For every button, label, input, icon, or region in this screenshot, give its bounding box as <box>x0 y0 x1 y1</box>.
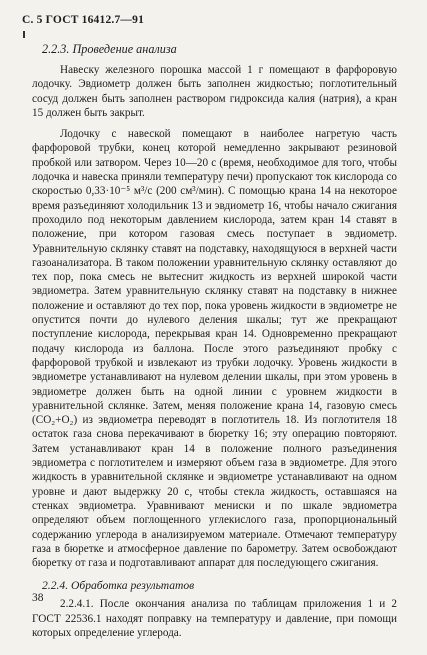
section-224-paragraph-1: 2.2.4.1. После окончания анализа по таблицам приложения 1 и 2 ГОСТ 22536.1 находят поправку на температуру и давление, при помощи которых определение углерода. <box>32 598 397 639</box>
section-223-title: 2.2.3. Проведение анализа <box>42 42 177 56</box>
section-223-paragraph-2: Лодочку с навеской помещают в наиболее нагретую часть фарфоровой трубки, конец которой немедленно закрывают резиновой пробкой или затвором. Через 10—20 с (время, необходимое для того, чтобы лодочка и навеска приняли температуру печи) пропускают ток кислорода со скоростью 0,33·10⁻⁵ м³/с (200 см³/мин). С помощью крана 14 на некоторое время разъединяют холодильник 13 и эвдиометр 16, чтобы начало сжигания проходило под некоторым давлением кислорода, затем кран 14 ставят в положение, при котором газовая смесь поступает в эвдиометр. Уравнительную склянку ставят на подставку, находящуюся в верхней части газоанализатора. В таком положении уравнительную склянку оставляют до тех пор, пока смесь не вытеснит жидкость из верхней широкой части эвдиометра. Затем уравнительную склянку ставят на подставку в нижнее положение и оставляют до тех пор, пока уровень жидкости в эвдиометре не опустится почти до нулевого деления шкалы; тут же прекращают поступление кислорода, перекрывая кран 14. Одновременно прекращают подачу кислорода из баллона. После этого разъединяют пробку с фарфоровой трубкой и извлекают из трубки лодочку. Уровень жидкости в эвдиометре устанавливают на нулевом делении шкалы, при этом уровень в эвдиометре должен быть на одной линии с уровнем жидкости в уравнительной склянке. Затем, меняя положение крана 14, газовую смесь (CO₂+O₂) из эвдиометра переводят в поглотитель 18. Из поглотителя 18 остаток газа снова перекачивают в бюретку 16; эту операцию повторяют. Затем устанавливают кран 14 в положение полного разъединения эвдиометра с поглотителем и измеряют объем газа в эвдиометре. Для этого жидкость в уравнительной склянке и эвдиометре устанавливают на одном уровне и дают выдержку 20 с, чтобы стекла жидкость, оставшаяся на стенках эвдиометра. Уравнивают мениски и по шкале эвдиометра определяют объем поглощенного углекислого газа, пропорциональный содержанию углерода в анализируемом материале. Отмечают температуру газа в бюретке и атмосферное давление по барометру. Затем освобождают бюретку от газа и подготавливают аппарат для последующего сжигания. <box>32 128 397 570</box>
paragraph-gap <box>32 120 397 127</box>
running-head: С. 5 ГОСТ 16412.7—91 <box>22 14 145 26</box>
page-number: 38 <box>32 592 44 604</box>
section-gap <box>32 570 397 578</box>
section-224-heading <box>42 578 397 593</box>
text-column <box>32 41 397 640</box>
section-223-heading <box>42 41 397 57</box>
margin-mark <box>23 31 25 38</box>
section-223-paragraph-1: Навеску железного порошка массой 1 г помещают в фарфоровую лодочку. Эвдиометр должен быть заполнен жидкостью; поглотительный сосуд должен быть заполнен раствором гидроксида калия (натрия), а кран 15 должен быть закрыт. <box>32 64 397 119</box>
section-224-title: 2.2.4. Обработка результатов <box>42 579 195 593</box>
